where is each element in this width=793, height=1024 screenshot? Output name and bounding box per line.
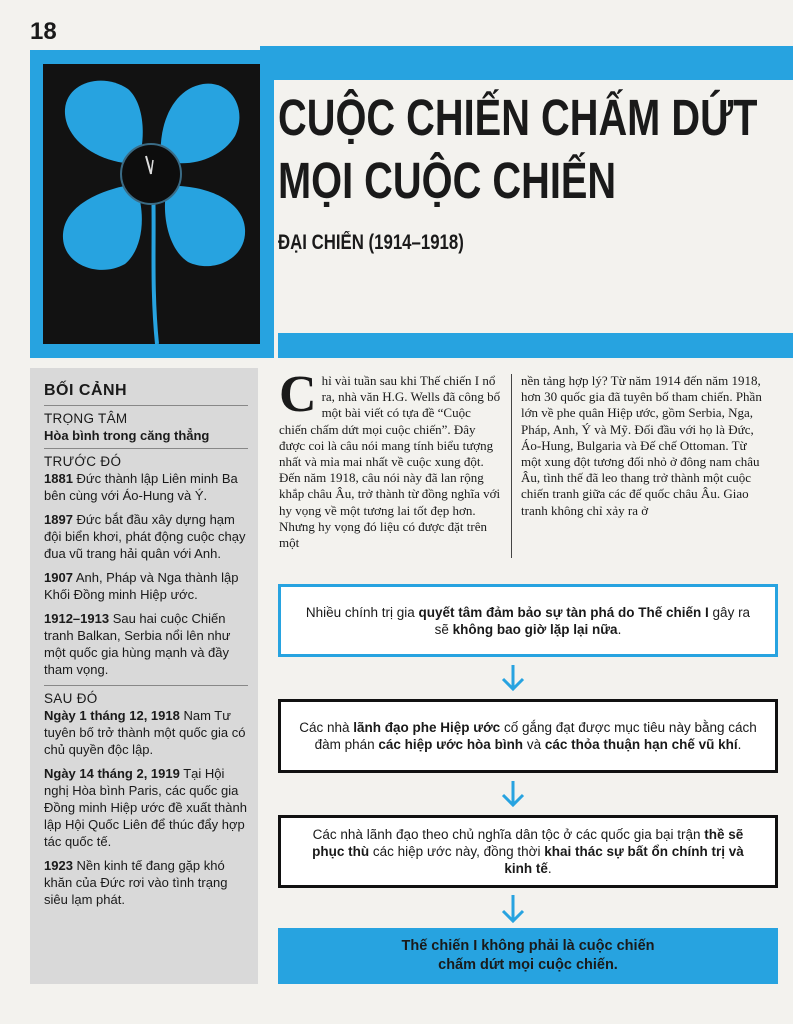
page-subtitle: ĐẠI CHIẾN (1914–1918) (278, 231, 464, 254)
timeline-item (44, 765, 248, 850)
down-arrow-icon (500, 779, 526, 809)
timeline-text: Nền kinh tế đang gặp khó khăn của Đức rơi vào tình trạng siêu lạm phát. (44, 858, 228, 907)
down-arrow-icon (500, 663, 526, 693)
page-title: CUỘC CHIẾN CHẤM DỨT MỌI CUỘC CHIẾN (278, 89, 758, 209)
drop-cap: C (279, 366, 317, 423)
timeline-text: Anh, Pháp và Nga thành lập Khối Đồng minh Hiệp ước. (44, 570, 239, 602)
section-accent-bar (278, 333, 793, 358)
timeline-text: Sau hai cuộc Chiến tranh Balkan, Serbia nổi lên như một quốc gia hùng mạnh và đầy tham vọng. (44, 611, 231, 677)
timeline-text: Nam Tư tuyên bố trở thành một quốc gia có chủ quyền độc lập. (44, 708, 246, 757)
timeline-date: 1923 (44, 858, 73, 873)
timeline-item (44, 470, 248, 504)
conclusion-text: Thế chiến I không phải là cuộc chiến chấm dứt mọi cuộc chiến. (401, 938, 655, 973)
timeline-text: Đức thành lập Liên minh Ba bên cùng với Áo-Hung và Ý. (44, 471, 238, 503)
flow-box-2: Các nhà lãnh đạo phe Hiệp ước cố gắng đạt được mục tiêu này bằng cách đàm phán các hiệp ước hòa bình và các thỏa thuận hạn chế vũ khí. (278, 699, 778, 773)
flow-box-3: Các nhà lãnh đạo theo chủ nghĩa dân tộc ở các quốc gia bại trận thề sẽ phục thù các hiệp ước này, đồng thời khai thác sự bất ổn chính trị và kinh tế. (278, 815, 778, 888)
timeline-date: 1912–1913 (44, 611, 110, 626)
timeline-item (44, 569, 248, 603)
focus-value: Hòa bình trong căng thẳng (44, 428, 210, 443)
down-arrow-icon (500, 893, 526, 925)
timeline-text: Đức bắt đầu xây dựng hạm đội biển khơi, phát động cuộc chạy đua vũ trang hải quân với Anh. (44, 512, 246, 561)
body-column-2: nền tảng hợp lý? Từ năm 1914 đến năm 1918, hơn 30 quốc gia đã tuyên bố tham chiến. Phần lớn về phe quân Hiệp ước, gồm Serbia, Nga, Pháp, Anh, Ý và Mỹ. Đối đầu với họ là Đức, Áo-Hung, Bulgaria và Đế chế Ottoman. Từ một xung đột tương đối nhỏ ở đông nam châu Âu, tình thế đã leo thang trở thành một cuộc chiến tranh giữa các đế quốc châu Âu. Giao tranh không chỉ xảy ra ở (521, 373, 762, 518)
timeline-item (44, 511, 248, 562)
timeline-date: 1881 (44, 471, 73, 486)
body-text-1: hỉ vài tuần sau khi Thế chiến I nổ ra, nhà văn H.G. Wells đã công bố một bài viết có tựa đề “Cuộc chiến chấm dứt mọi cuộc chiến”. Đây được coi là câu nói mang tính biểu tượng nhất và mỉa mai nhất về cuộc xung đột. Đến năm 1918, câu nói này đã lan rộng khắp châu Âu, trở thành từ đồng nghĩa với hy vọng về một tương lai tốt đẹp hơn. Nhưng hy vọng đó liệu có được đặt trên một (279, 373, 501, 551)
timeline-item (44, 707, 248, 758)
header-accent-bar (260, 46, 793, 80)
flow-box-1: Nhiều chính trị gia quyết tâm đảm bảo sự tàn phá do Thế chiến I gây ra sẽ không bao giờ lặp lại nữa. (278, 584, 778, 657)
timeline-text: Tại Hội nghị Hòa bình Paris, các quốc gia Đồng minh Hiệp ước đề xuất thành lập Hội Quốc Liên để thúc đẩy hợp tác quốc tế. (44, 766, 247, 849)
focus-label: TRỌNG TÂM (44, 411, 128, 426)
timeline-date: 1907 (44, 570, 73, 585)
after-label: SAU ĐÓ (44, 691, 98, 706)
after-list (44, 707, 248, 908)
page-number: 18 (30, 18, 57, 45)
context-sidebar (30, 368, 258, 984)
body-column-1 (279, 366, 501, 551)
timeline-item (44, 610, 248, 678)
timeline-date: 1897 (44, 512, 73, 527)
timeline-date: Ngày 14 tháng 2, 1919 (44, 766, 180, 781)
poppy-clock-icon (43, 64, 260, 344)
before-list (44, 470, 248, 678)
before-label: TRƯỚC ĐÓ (44, 454, 122, 469)
sidebar-heading: BỐI CẢNH (44, 382, 128, 399)
timeline-item (44, 857, 248, 908)
timeline-date: Ngày 1 tháng 12, 1918 (44, 708, 180, 723)
column-divider (511, 374, 512, 558)
poppy-clock-illustration (30, 50, 274, 358)
conclusion-box (278, 928, 778, 984)
